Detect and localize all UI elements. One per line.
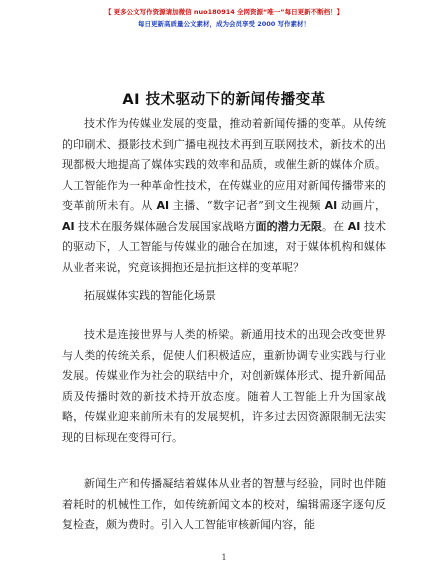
paragraph-2: 技术是连接世界与人类的桥梁。新通用技术的出现会改变世界与人类的传统关系，促使人们积极适应，重新协调专业实践与行业发展。传媒业作为社会的联结中介，对创新媒体形式、提升新闻品质及传播时效的新技术持开放态度。随着人工智能上升为国家战略，传媒业迎来前所未有的发展契机，许多过去因资源限制无法实现的目标现在变得可行。: [62, 328, 386, 444]
page-number: 1: [221, 553, 227, 562]
paragraph-3: 新闻生产和传播凝结着媒体从业者的智慧与经验，同时也伴随着耗时的机械性工作，如传统新闻文本的校对，编辑需逐字逐句反复检查，颇为费时。引入人工智能审核新闻内容，能: [62, 477, 386, 531]
paragraph-1: 技术作为传媒业发展的变量，推动着新闻传播的变革。从传统的印刷术、摄影技术到广播电视技术再到互联网技术，新技术的出现都极大地提高了媒体实践的效率和品质，或催生新的媒体介质。人工智能作为一种革命性技术，在传媒业的应用对新闻传播带来的变革前所未有。从 AI 主播、“数字记者”到文生视频 AI 动画片，AI 技术在服务媒体融合发展国家战略方面的潜力无限。在 AI 技术的驱动下，人工智能与传媒业的融合在加速，对于媒体机构和媒体从业者来说，究竟该拥抱还是抗拒这样的变革呢？: [62, 117, 387, 274]
section-subheading: 拓展媒体实践的智能化场景: [84, 289, 216, 302]
banner-line-1: 【 更多公文写作资源请加微信 nuo180914 全网资源“唯一”每日更新不断档！】: [104, 8, 344, 16]
document-title: AI 技术驱动下的新闻传播变革: [122, 92, 326, 108]
banner-line-2: 每日更新高质量公文素材，成为会员享受 2000 写作素材！: [137, 20, 311, 28]
promo-banner: [0, 6, 448, 30]
